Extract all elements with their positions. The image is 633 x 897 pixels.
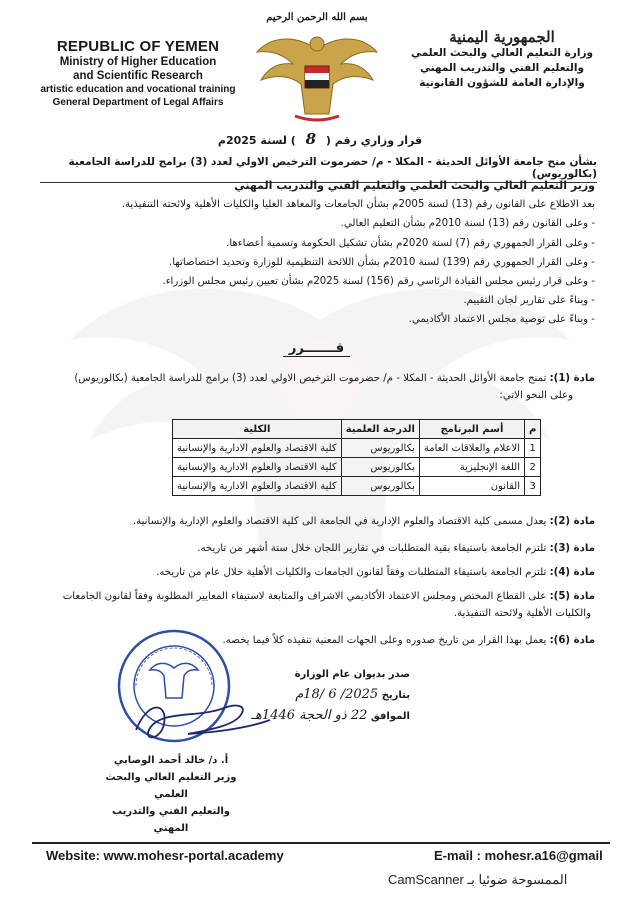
table-header-row <box>173 420 541 439</box>
website-text: Website: www.mohesr-portal.academy <box>46 848 284 863</box>
article-3 <box>35 540 595 557</box>
row-index: 3 <box>525 477 541 496</box>
col-header-college: الكلية <box>173 420 342 439</box>
article-2 <box>35 513 595 530</box>
article-text: يعمل بهذا القرار من تاريخ صدوره وعلى الجهات المعنية تنفيذه كلاً فيما يخصه. <box>222 635 547 646</box>
article-1 <box>35 370 595 404</box>
article-text: تلتزم الجامعة باستيفاء بقية المتطلبات في تقارير اللجان خلال ستة أشهر من تاريخه. <box>197 543 547 554</box>
signer-title-2: والتعليم الفني والتدريب المهني <box>111 806 231 834</box>
college: كلية الاقتصاد والعلوم الادارية والإنسانية <box>173 477 342 496</box>
decree-prefix: قرار وزاري رقم ( <box>325 134 423 147</box>
preamble-line: - وعلى القانون رقم (13) لسنة 2010م بشأن التعليم العالي. <box>340 218 595 230</box>
decree-number: 8 <box>305 130 317 148</box>
footer-divider <box>32 842 610 844</box>
header-arabic <box>407 28 597 91</box>
article-label: مادة (5): <box>549 591 595 602</box>
ministry-name-ar: وزارة التعليم العالي والبحث العلمي <box>410 47 594 59</box>
col-header-degree: الدرجة العلمية <box>341 420 419 439</box>
department-en: artistic education and vocational training <box>40 84 236 95</box>
article-text: يعدل مسمى كلية الاقتصاد والعلوم الإدارية في الجامعة الى كلية الاقتصاد والعلوم الإدارية والإنسانية. <box>132 516 547 527</box>
col-header-index: م <box>525 420 541 439</box>
date-gregorian-line: بتاريخ 2025/ 6 /18م <box>295 687 410 702</box>
signature-icon <box>128 690 278 750</box>
signer-title: وزير التعليم العالي والبحث العلمي <box>105 772 237 800</box>
preamble-line: - وبناءً على توصية مجلس الاعتماد الأكاديمي. <box>408 314 595 326</box>
camscanner-watermark: الممسوحة ضوئيا بـ CamScanner <box>388 872 568 887</box>
preamble-line: - وعلى قرار رئيس مجلس القيادة الرئاسي رقم (156) لسنة 2025م بشأن تعيين رئيس مجلس الوزراء. <box>162 276 595 288</box>
degree: بكالوريوس <box>341 439 419 458</box>
article-label: مادة (4): <box>549 567 595 578</box>
ministry-name-ar-2: والتعليم الفني والتدريب المهني <box>419 62 584 74</box>
table-row <box>173 458 541 477</box>
programs-table <box>172 419 541 496</box>
date-gregorian: 2025/ 6 /18م <box>295 687 379 702</box>
college: كلية الاقتصاد والعلوم الادارية والإنسانية <box>173 439 342 458</box>
article-text-2: والكليات الأهلية ولائحته التنفيذية. <box>453 608 591 619</box>
preamble-line: - وعلى القرار الجمهوري رقم (139) لسنة 2010م بشأن اللائحة التنظيمية للوزارة وتحديد اختصاصاتها. <box>168 256 595 268</box>
minister-title: وزير التعليم العالي والبحث العلمي والتعليم الفني والتدريب المهني <box>234 179 595 192</box>
article-5 <box>35 588 595 622</box>
legal-affairs-en: General Department of Legal Affairs <box>52 97 224 108</box>
signer-block <box>96 752 246 837</box>
article-text: على القطاع المختص ومجلس الاعتماد الأكاديمي الاشراف والمتابعة لاستيفاء المعايير المطلوبة وفقاً لقانون الجامعات <box>62 591 547 602</box>
signer-name: أ. د/ خالد أحمد الوصابي <box>113 755 229 766</box>
table-row <box>173 477 541 496</box>
article-label: مادة (3): <box>549 543 595 554</box>
article-text-2: وعلى النحو الاتي: <box>499 390 573 401</box>
preamble-line: - وعلى القرار الجمهوري رقم (7) لسنة 2020م بشأن تشكيل الحكومة وتسمية أعضاءها. <box>226 237 595 249</box>
date-hijri-line: الموافق 22 ذو الحجة 1446هـ <box>251 708 410 723</box>
program-name: اللغة الإنجليزية <box>419 458 524 477</box>
preamble-line: بعد الاطلاع على القانون رقم (13) لسنة 2005م بشأن الجامعات والمعاهد العليا والكليات الأهلية ولائحته التنفيذية. <box>121 199 595 211</box>
yemen-eagle-emblem-icon <box>255 28 379 124</box>
decision-heading: قـــــــرر <box>0 341 633 356</box>
date-hijri: 22 ذو الحجة 1446هـ <box>251 708 368 723</box>
header-english <box>38 38 238 109</box>
degree: بكالوريوس <box>341 458 419 477</box>
article-label: مادة (2): <box>549 516 595 527</box>
col-header-program: أسم البرنامج <box>419 420 524 439</box>
preamble <box>35 176 595 330</box>
article-text: تلتزم الجامعة باستيفاء المتطلبات وفقاً لقانون الجامعات والكليات الأهلية خلال عام من تاريخه. <box>156 567 547 578</box>
decree-suffix: ) لسنة 2025م <box>217 134 296 147</box>
email-text: E-mail : mohesr.a16@gmail <box>434 848 603 863</box>
degree: بكالوريوس <box>341 477 419 496</box>
legal-affairs-ar: والإدارة العامة للشؤون القانونية <box>419 77 585 89</box>
article-text: تمنح جامعة الأوائل الحديثة - المكلا - م/ حضرموت الترخيص الاولي لعدد (3) برامج للدراسة الجامعية (بكالوريوس) <box>74 373 547 384</box>
program-name: القانون <box>419 477 524 496</box>
table-row <box>173 439 541 458</box>
article-label: مادة (6): <box>549 635 595 646</box>
country-name-ar: الجمهورية اليمنية <box>449 28 555 46</box>
decree-subject: بشأن منح جامعة الأوائل الحديثة - المكلا - م/ حضرموت الترخيص الاولي لعدد (3) برامج للدراسة الجامعية (بكالوريوس) <box>40 156 597 183</box>
program-name: الاعلام والعلاقات العامة <box>419 439 524 458</box>
row-index: 2 <box>525 458 541 477</box>
ministry-name-en-2: and Scientific Research <box>73 70 203 82</box>
article-label: مادة (1): <box>549 373 595 384</box>
college: كلية الاقتصاد والعلوم الادارية والإنسانية <box>173 458 342 477</box>
basmala: بسم الله الرحمن الرحيم <box>266 12 368 23</box>
issued-at: صدر بديوان عام الوزارة <box>294 669 410 680</box>
preamble-line: - وبناءً على تقارير لجان التقييم. <box>463 295 595 307</box>
country-name-en: REPUBLIC OF YEMEN <box>56 38 220 55</box>
article-4 <box>35 564 595 581</box>
ministry-name-en: Ministry of Higher Education <box>59 56 217 68</box>
decree-number-line <box>200 130 440 148</box>
row-index: 1 <box>525 439 541 458</box>
